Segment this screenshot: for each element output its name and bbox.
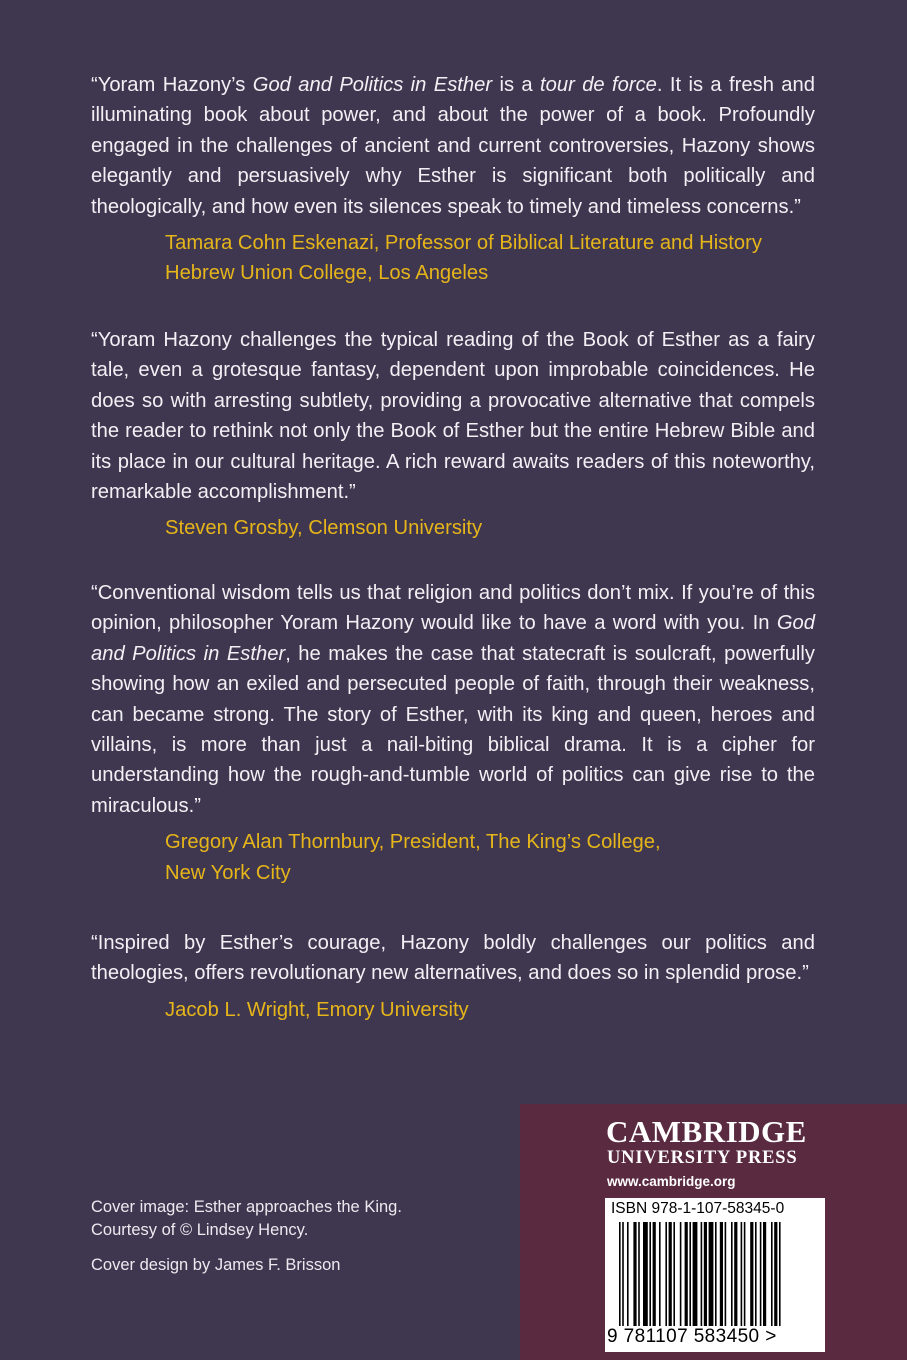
endorsement-1 xyxy=(91,70,815,289)
endorsement-attribution: Gregory Alan Thornbury, President, The King’s College, New York City xyxy=(165,831,661,884)
barcode-digits: 9 781107 583450 > xyxy=(607,1326,777,1347)
endorsement-quote: “Conventional wisdom tells us that religion and politics don’t mix. If you’re of this opinion, philosopher Yoram Hazony would like to have a word with you. In God and Politics in Esther, he makes the case that statecraft is soulcraft, powerfully showing how an exiled and persecuted people of faith, through their weakness, can became strong. The story of Esther, with its king and queen, heroes and villains, is more than just a nail-biting biblical drama. It is a cipher for understanding how the rough-and-tumble world of politics can give rise to the miraculous.” xyxy=(91,582,815,817)
cover-design-credit: Cover design by James F. Brisson xyxy=(91,1256,341,1274)
endorsement-attribution: Jacob L. Wright, Emory University xyxy=(165,998,469,1021)
endorsement-3 xyxy=(91,578,815,888)
endorsement-attribution: Steven Grosby, Clemson University xyxy=(165,517,483,540)
barcode-panel xyxy=(605,1198,825,1352)
isbn-label: ISBN 978-1-107-58345-0 xyxy=(611,1200,785,1217)
endorsement-quote: “Inspired by Esther’s courage, Hazony boldly challenges our politics and theologies, offers revolutionary new alternatives, and does so in splendid prose.” xyxy=(91,932,815,985)
endorsement-2 xyxy=(91,325,815,544)
publisher-name: CAMBRIDGE xyxy=(606,1114,807,1149)
cover-image-courtesy: Courtesy of © Lindsey Hency. xyxy=(91,1221,309,1239)
publisher-website: www.cambridge.org xyxy=(607,1174,736,1189)
publisher-press: UNIVERSITY PRESS xyxy=(607,1148,798,1168)
cover-credits xyxy=(91,1196,402,1277)
endorsement-quote: “Yoram Hazony challenges the typical reading of the Book of Esther as a fairy tale, even a grotesque fantasy, dependent upon improbable coincidences. He does so with arresting subtlety, providing a provocative alternative that compels the reader to rethink not only the Book of Esther but the entire Hebrew Bible and its place in our cultural heritage. A rich reward awaits readers of this noteworthy, remarkable accomplishment.” xyxy=(91,329,815,504)
endorsement-4 xyxy=(91,928,815,1025)
endorsement-quote: “Yoram Hazony’s God and Politics in Esther is a tour de force. It is a fresh and illuminating book about power, and about the power of a book. Profoundly engaged in the challenges of ancient and current controversies, Hazony shows elegantly and persuasively why Esther is significant both politically and theologically, and how even its silences speak to timely and timeless concerns.” xyxy=(91,74,815,218)
endorsement-attribution: Tamara Cohn Eskenazi, Professor of Biblical Literature and History Hebrew Union College, Los Angeles xyxy=(165,232,762,285)
barcode-icon xyxy=(619,1222,815,1326)
publisher-block xyxy=(520,1104,907,1360)
cover-image-credit: Cover image: Esther approaches the King. xyxy=(91,1198,402,1216)
